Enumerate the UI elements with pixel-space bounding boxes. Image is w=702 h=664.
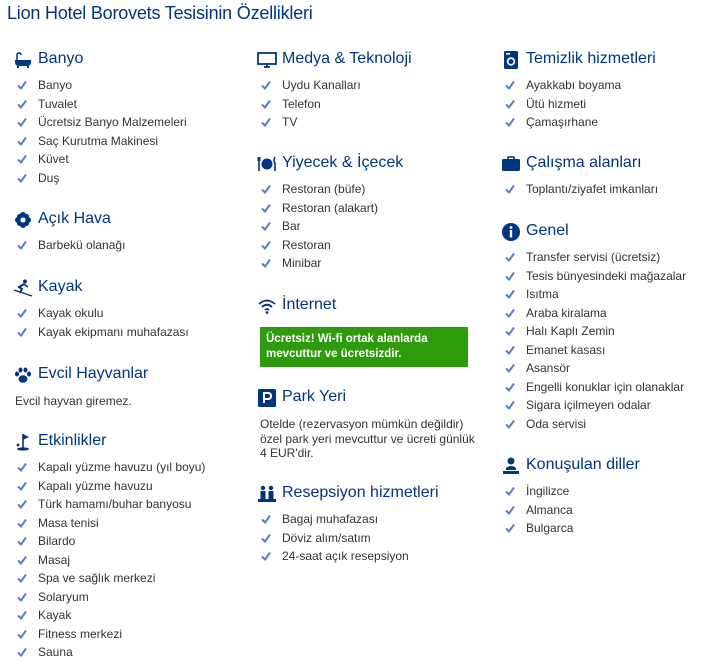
pets-note: Evcil hayvan giremez. <box>15 394 132 408</box>
section-temizlik <box>501 49 702 132</box>
speaker-icon <box>501 456 521 476</box>
checkmark-icon <box>505 308 515 318</box>
checkmark-icon <box>261 533 271 543</box>
section-header <box>501 221 702 243</box>
feature-list <box>13 458 243 662</box>
feature-item <box>257 113 487 132</box>
feature-item <box>257 529 487 548</box>
feature-item <box>501 359 702 378</box>
feature-item <box>13 643 243 662</box>
section-title: Konuşulan diller <box>526 456 640 473</box>
checkmark-icon <box>505 80 515 90</box>
checkmark-icon <box>505 252 515 262</box>
section-header <box>13 364 243 386</box>
checkmark-icon <box>17 610 27 620</box>
checkmark-icon <box>17 154 27 164</box>
feature-item <box>13 323 243 342</box>
section-header <box>13 277 243 299</box>
section-header <box>257 483 487 505</box>
feature-item <box>501 285 702 304</box>
golf-flag-icon <box>13 432 33 452</box>
feature-item <box>501 396 702 415</box>
checkmark-icon <box>261 514 271 524</box>
feature-item <box>13 477 243 496</box>
checkmark-icon <box>505 523 515 533</box>
feature-label: Saç Kurutma Makinesi <box>38 133 159 148</box>
feature-item <box>501 378 702 397</box>
flower-icon <box>13 210 33 230</box>
checkmark-icon <box>505 363 515 373</box>
briefcase-icon <box>501 154 521 174</box>
feature-label: Engelli konuklar için olanaklar <box>526 379 685 394</box>
skier-icon <box>13 278 33 298</box>
checkmark-icon <box>17 592 27 602</box>
feature-item <box>501 415 702 434</box>
feature-label: 24-saat açık resepsiyon <box>282 549 409 563</box>
washing-machine-icon <box>501 50 521 70</box>
monitor-icon <box>257 50 277 70</box>
feature-label: Asansör <box>526 361 571 375</box>
section-title: Temizlik hizmetleri <box>526 50 656 67</box>
feature-item <box>257 95 487 114</box>
section-header <box>257 295 487 317</box>
checkmark-icon <box>261 221 271 231</box>
checkmark-icon <box>505 326 515 336</box>
feature-item <box>13 304 243 323</box>
section-title: Medya & Teknoloji <box>282 50 412 67</box>
feature-label: Kapalı yüzme havuzu <box>38 478 153 493</box>
section-header <box>13 209 243 231</box>
feature-item <box>501 76 702 95</box>
feature-item <box>13 95 243 114</box>
checkmark-icon <box>17 308 27 318</box>
section-calisma <box>501 153 702 199</box>
checkmark-icon <box>17 327 27 337</box>
section-title: Etkinlikler <box>38 432 107 449</box>
section-header <box>257 387 487 409</box>
section-title: Yiyecek & İçecek <box>282 154 404 171</box>
feature-item <box>501 95 702 114</box>
feature-item <box>501 304 702 323</box>
section-title: Park Yeri <box>282 388 347 405</box>
feature-label: Kayak okulu <box>38 306 104 320</box>
checkmark-icon <box>17 573 27 583</box>
checkmark-icon <box>261 184 271 194</box>
feature-label: Masaj <box>38 552 71 567</box>
feature-label: Restoran (alakart) <box>282 200 379 215</box>
checkmark-icon <box>17 136 27 146</box>
feature-label: Toplantı/ziyafet imkanları <box>526 182 659 196</box>
parking-icon <box>257 388 277 408</box>
feature-item <box>501 248 702 267</box>
checkmark-icon <box>17 647 27 657</box>
section-kayak <box>13 277 243 341</box>
section-acik-hava <box>13 209 243 255</box>
feature-label: Tesis bünyesindeki mağazalar <box>526 268 687 283</box>
feature-label: Banyo <box>38 78 73 92</box>
section-title: Evcil Hayvanlar <box>38 365 149 382</box>
paw-icon <box>13 365 33 385</box>
section-header <box>501 153 702 175</box>
feature-list <box>257 510 487 566</box>
feature-label: Restoran (büfe) <box>282 182 366 196</box>
section-header <box>501 455 702 477</box>
section-diller <box>501 455 702 538</box>
section-header <box>501 49 702 71</box>
section-title: Kayak <box>38 278 83 295</box>
feature-label: Barbekü olanağı <box>38 238 126 252</box>
feature-item <box>501 267 702 286</box>
checkmark-icon <box>505 382 515 392</box>
feature-item <box>13 514 243 533</box>
feature-item <box>13 588 243 607</box>
feature-label: Emanet kasası <box>526 342 606 357</box>
checkmark-icon <box>17 117 27 127</box>
checkmark-icon <box>261 240 271 250</box>
parking-note: Otelde (rezervasyon mümkün değildir) özel park yeri mevcuttur ve ücreti günlük 4 EUR'dir. <box>260 417 475 460</box>
feature-item <box>13 150 243 169</box>
feature-label: Spa ve sağlık merkezi <box>38 571 156 585</box>
feature-label: Minibar <box>282 256 322 270</box>
checkmark-icon <box>17 462 27 472</box>
feature-item <box>13 569 243 588</box>
feature-label: Duş <box>38 170 60 185</box>
feature-label: Kayak <box>38 608 72 622</box>
feature-list <box>13 304 243 341</box>
feature-item <box>13 532 243 551</box>
feature-item <box>501 113 702 132</box>
feature-label: Oda servisi <box>526 416 587 431</box>
checkmark-icon <box>261 117 271 127</box>
checkmark-icon <box>505 400 515 410</box>
checkmark-icon <box>17 80 27 90</box>
feature-item <box>257 76 487 95</box>
checkmark-icon <box>17 629 27 639</box>
checkmark-icon <box>261 203 271 213</box>
page-title: Lion Hotel Borovets Tesisinin Özellikleri <box>7 3 313 23</box>
feature-list <box>501 248 702 433</box>
free-wifi-banner <box>260 327 468 367</box>
checkmark-icon <box>505 99 515 109</box>
feature-label: Döviz alım/satım <box>282 530 371 545</box>
section-header <box>257 49 487 71</box>
feature-list <box>13 76 243 187</box>
section-title: Açık Hava <box>38 210 111 227</box>
section-resepsiyon <box>257 483 487 566</box>
bathtub-icon <box>13 50 33 70</box>
feature-item <box>13 169 243 188</box>
checkmark-icon <box>17 499 27 509</box>
feature-item <box>257 510 487 529</box>
feature-item <box>501 519 702 538</box>
section-title: Genel <box>526 222 569 239</box>
feature-list <box>501 180 702 199</box>
section-title: İnternet <box>282 296 337 313</box>
section-header <box>13 431 243 453</box>
checkmark-icon <box>505 486 515 496</box>
checkmark-icon <box>17 518 27 528</box>
feature-item <box>501 341 702 360</box>
feature-item <box>257 199 487 218</box>
feature-item <box>257 236 487 255</box>
feature-item <box>13 113 243 132</box>
section-genel <box>501 221 702 433</box>
checkmark-icon <box>505 419 515 429</box>
checkmark-icon <box>17 240 27 250</box>
section-title: Resepsiyon hizmetleri <box>282 484 439 501</box>
section-banyo <box>13 49 243 187</box>
checkmark-icon <box>261 551 271 561</box>
feature-label: Türk hamamı/buhar banyosu <box>38 497 192 511</box>
feature-list <box>257 180 487 273</box>
feature-item <box>501 180 702 199</box>
feature-label: Kayak ekipmanı muhafazası <box>38 324 189 339</box>
section-etkinlikler <box>13 431 243 662</box>
section-evcil-hayvanlar <box>13 364 243 409</box>
checkmark-icon <box>505 505 515 515</box>
checkmark-icon <box>505 345 515 355</box>
feature-item <box>257 217 487 236</box>
feature-item <box>13 76 243 95</box>
section-medya <box>257 49 487 132</box>
info-icon <box>501 222 521 242</box>
feature-label: Çamaşırhane <box>526 115 599 129</box>
checkmark-icon <box>261 99 271 109</box>
plate-cutlery-icon <box>257 154 277 174</box>
feature-item <box>257 180 487 199</box>
checkmark-icon <box>505 117 515 127</box>
feature-list <box>13 236 243 255</box>
feature-label: Transfer servisi (ücretsiz) <box>526 250 661 264</box>
feature-label: Telefon <box>282 96 321 111</box>
checkmark-icon <box>17 99 27 109</box>
checkmark-icon <box>17 481 27 491</box>
checkmark-icon <box>505 289 515 299</box>
banner-strong: Ücretsiz! <box>266 333 315 345</box>
feature-item <box>257 254 487 273</box>
checkmark-icon <box>505 184 515 194</box>
feature-label: Almanca <box>526 502 573 517</box>
feature-label: Restoran <box>282 237 331 252</box>
feature-label: Tuvalet <box>38 96 77 111</box>
feature-label: Ayakkabı boyama <box>526 78 622 92</box>
feature-item <box>257 547 487 566</box>
feature-label: Isıtma <box>526 287 559 301</box>
feature-label: Solaryum <box>38 589 89 604</box>
feature-label: Araba kiralama <box>526 305 607 320</box>
feature-label: Bagaj muhafazası <box>282 512 379 526</box>
feature-item <box>501 482 702 501</box>
feature-label: Halı Kaplı Zemin <box>526 324 615 338</box>
feature-item <box>501 322 702 341</box>
checkmark-icon <box>17 555 27 565</box>
feature-item <box>13 236 243 255</box>
feature-label: Bulgarca <box>526 521 574 535</box>
feature-item <box>13 458 243 477</box>
feature-item <box>13 606 243 625</box>
section-park-yeri <box>257 387 487 461</box>
feature-label: Uydu Kanalları <box>282 78 361 92</box>
feature-list <box>501 482 702 538</box>
feature-item <box>13 625 243 644</box>
section-yiyecek <box>257 153 487 273</box>
section-header <box>13 49 243 71</box>
feature-label: Ütü hizmeti <box>526 96 587 111</box>
feature-label: Kapalı yüzme havuzu (yıl boyu) <box>38 460 206 474</box>
feature-label: Bar <box>282 219 301 233</box>
feature-item <box>501 501 702 520</box>
section-header <box>257 153 487 175</box>
banner-text: Wi-fi ortak alanlarda mevcuttur ve ücretsizdir. <box>266 333 428 360</box>
feature-label: Bilardo <box>38 534 76 548</box>
feature-item <box>13 132 243 151</box>
feature-label: Sigara içilmeyen odalar <box>526 398 651 412</box>
feature-label: Masa tenisi <box>38 515 99 530</box>
checkmark-icon <box>261 80 271 90</box>
feature-label: Ücretsiz Banyo Malzemeleri <box>38 115 187 129</box>
feature-label: Küvet <box>38 152 69 166</box>
checkmark-icon <box>261 258 271 268</box>
feature-label: Fitness merkezi <box>38 626 123 641</box>
feature-item <box>13 495 243 514</box>
section-internet <box>257 295 487 367</box>
reception-icon <box>257 484 277 504</box>
section-title: Banyo <box>38 50 84 67</box>
checkmark-icon <box>505 271 515 281</box>
feature-list <box>501 76 702 132</box>
feature-label: Sauna <box>38 645 73 659</box>
feature-label: TV <box>282 115 298 129</box>
wifi-icon <box>257 296 277 316</box>
feature-list <box>257 76 487 132</box>
section-title: Çalışma alanları <box>526 154 642 171</box>
checkmark-icon <box>17 536 27 546</box>
checkmark-icon <box>17 173 27 183</box>
feature-item <box>13 551 243 570</box>
feature-label: İngilizce <box>526 484 570 498</box>
